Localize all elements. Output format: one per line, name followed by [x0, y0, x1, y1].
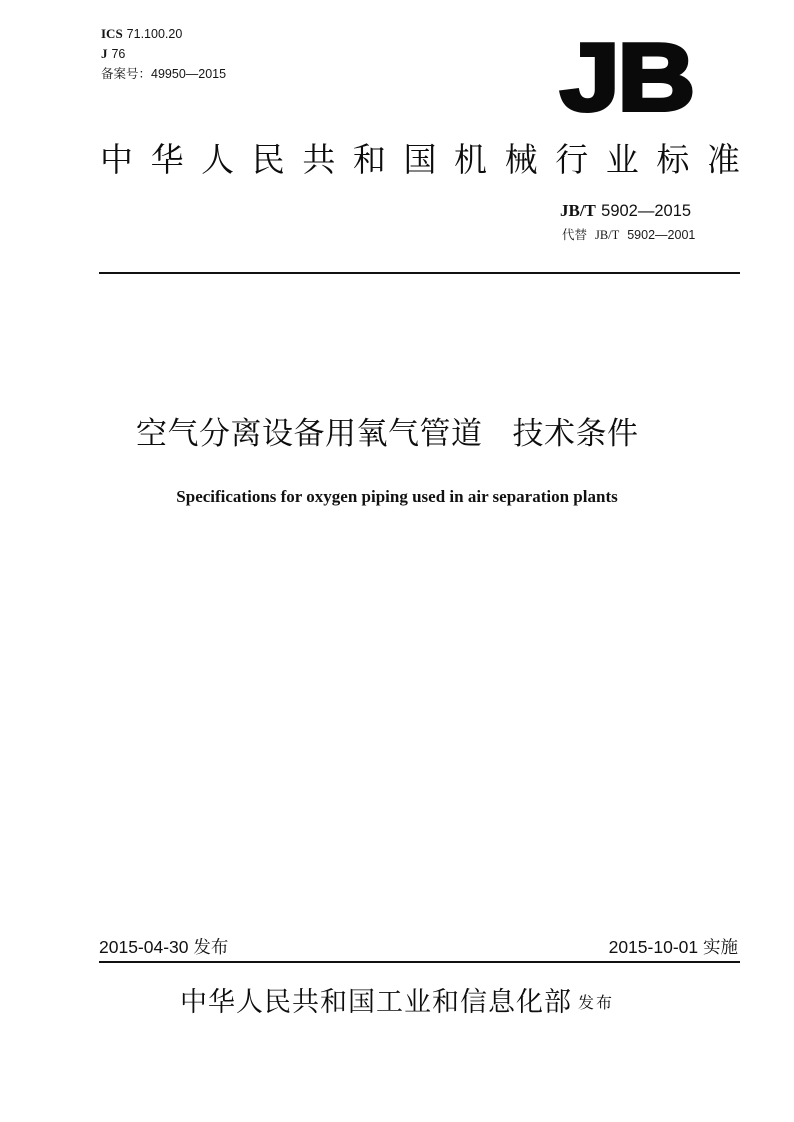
- ccs-value: 76: [111, 47, 126, 61]
- ccs-code: [101, 46, 125, 62]
- ics-value: 71.100.20: [126, 27, 183, 41]
- header-divider: [99, 272, 740, 274]
- replaces-number: 5902—2001: [627, 228, 696, 242]
- issue-date-value: 2015-04-30: [99, 937, 189, 957]
- title-char: 民: [251, 140, 285, 179]
- standard-code-prefix: JB/T: [560, 201, 596, 220]
- replaces-standard: [562, 227, 695, 243]
- title-char: 行: [555, 140, 589, 179]
- ccs-label: J: [101, 46, 108, 61]
- effective-date-value: 2015-10-01: [608, 937, 699, 957]
- jb-logo: JB: [560, 24, 693, 131]
- replaces-prefix: JB/T: [594, 228, 620, 242]
- title-char: 业: [605, 140, 639, 179]
- publisher-name: 中华人民共和国工业和信息化部: [179, 987, 572, 1018]
- ics-code: [101, 26, 182, 42]
- standard-code: [560, 201, 691, 221]
- standard-code-number: 5902—2015: [601, 202, 692, 220]
- title-char: 准: [706, 140, 740, 179]
- issue-date-label: 发布: [193, 938, 229, 958]
- filing-value: 49950—2015: [151, 67, 227, 81]
- document-title-main: 空气分离设备用氧气管道: [136, 416, 483, 452]
- title-char: 华: [150, 140, 184, 179]
- ics-label: ICS: [101, 26, 123, 41]
- document-title-cn: [136, 414, 639, 454]
- replaces-label: 代替: [562, 227, 588, 242]
- filing-label: 备案号：: [101, 66, 152, 81]
- title-char: 人: [201, 140, 235, 179]
- publisher: [0, 985, 794, 1021]
- title-char: 和: [352, 140, 386, 179]
- filing-number: [101, 66, 226, 82]
- effective-date-label: 实施: [703, 938, 738, 958]
- title-char: 标: [656, 140, 690, 179]
- footer-divider: [99, 961, 740, 963]
- publisher-suffix: 发布: [577, 993, 614, 1012]
- title-char: 械: [504, 140, 538, 179]
- document-title-sub: 技术条件: [512, 416, 639, 452]
- title-char: 机: [454, 140, 488, 179]
- issue-date: [99, 936, 228, 959]
- effective-date: [609, 936, 738, 959]
- title-char: 共: [302, 140, 336, 179]
- industry-standard-title: [100, 140, 740, 180]
- title-char: 中: [100, 140, 133, 179]
- title-char: 国: [403, 140, 437, 179]
- document-title-en: Specifications for oxygen piping used in air separation plants: [176, 487, 618, 506]
